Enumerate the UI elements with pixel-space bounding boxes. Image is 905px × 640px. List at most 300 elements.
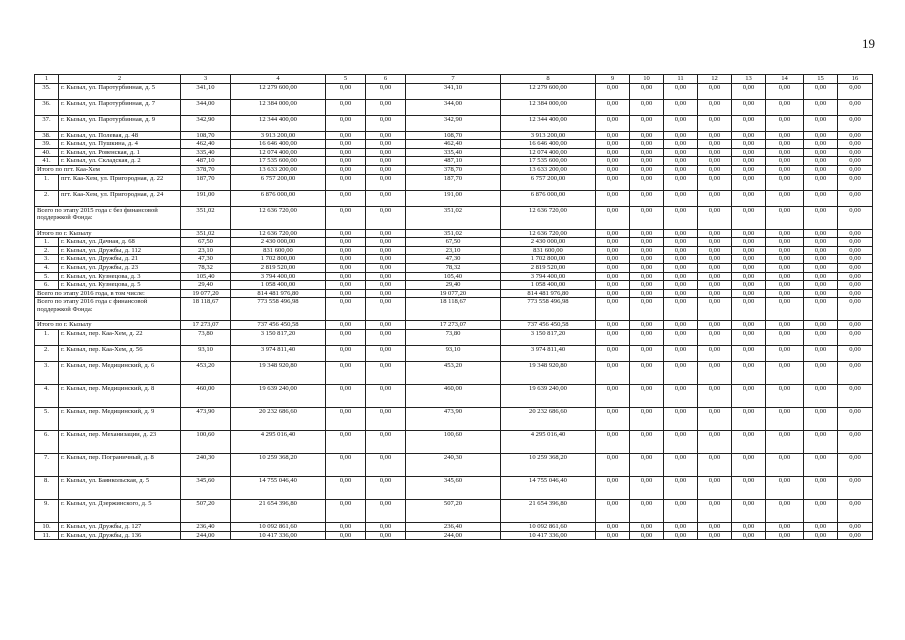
value-cell: 0,00	[596, 83, 630, 99]
value-cell: 0,00	[630, 165, 664, 174]
value-cell: 0,00	[664, 329, 698, 345]
table-row	[35, 174, 873, 190]
column-number-cell: 13	[732, 75, 766, 84]
value-cell: 0,00	[664, 298, 698, 321]
column-number-cell: 6	[366, 75, 406, 84]
summary-label-cell: Итого по г. Кызылу	[35, 321, 181, 330]
value-cell: 831 600,00	[231, 246, 326, 255]
value-cell: 236,40	[181, 522, 231, 531]
value-cell: 10 259 368,20	[501, 453, 596, 476]
value-cell: 0,00	[664, 190, 698, 206]
row-number-cell: 11.	[35, 531, 59, 540]
value-cell: 0,00	[630, 321, 664, 330]
address-cell: г. Кызыл, ул. Полевая, д. 48	[59, 131, 181, 140]
table-row	[35, 263, 873, 272]
value-cell: 18 118,67	[181, 298, 231, 321]
value-cell: 0,00	[766, 298, 804, 321]
column-number-cell: 2	[59, 75, 181, 84]
value-cell: 0,00	[838, 238, 873, 247]
value-cell: 0,00	[698, 263, 732, 272]
address-cell: г. Кызыл, пер. Медицинский, д. 9	[59, 407, 181, 430]
value-cell: 12 279 600,00	[231, 83, 326, 99]
value-cell: 20 232 686,60	[501, 407, 596, 430]
value-cell: 0,00	[664, 115, 698, 131]
value-cell: 0,00	[326, 407, 366, 430]
value-cell: 0,00	[326, 531, 366, 540]
value-cell: 18 118,67	[406, 298, 501, 321]
row-number-cell: 1.	[35, 329, 59, 345]
value-cell: 344,00	[406, 99, 501, 115]
table-row	[35, 148, 873, 157]
value-cell: 0,00	[366, 263, 406, 272]
value-cell: 105,40	[406, 272, 501, 281]
value-cell: 342,90	[181, 115, 231, 131]
address-cell: г. Кызыл, ул. Дружбы, д. 112	[59, 246, 181, 255]
value-cell: 0,00	[766, 430, 804, 453]
value-cell: 0,00	[596, 165, 630, 174]
value-cell: 460,00	[181, 384, 231, 407]
row-number-cell: 8.	[35, 476, 59, 499]
value-cell: 0,00	[804, 289, 838, 298]
value-cell: 240,30	[181, 453, 231, 476]
address-cell: г. Кызыл, ул. Дружбы, д. 23	[59, 263, 181, 272]
value-cell: 93,10	[181, 345, 231, 361]
value-cell: 0,00	[732, 430, 766, 453]
value-cell: 12 636 720,00	[231, 206, 326, 229]
value-cell: 0,00	[804, 115, 838, 131]
value-cell: 0,00	[732, 531, 766, 540]
value-cell: 0,00	[838, 115, 873, 131]
value-cell: 737 456 450,58	[231, 321, 326, 330]
value-cell: 0,00	[664, 499, 698, 522]
value-cell: 0,00	[732, 263, 766, 272]
value-cell: 0,00	[838, 531, 873, 540]
value-cell: 0,00	[366, 522, 406, 531]
value-cell: 0,00	[630, 531, 664, 540]
value-cell: 12 074 400,00	[231, 148, 326, 157]
value-cell: 0,00	[630, 148, 664, 157]
table-row	[35, 272, 873, 281]
value-cell: 78,32	[181, 263, 231, 272]
value-cell: 0,00	[732, 99, 766, 115]
value-cell: 0,00	[766, 361, 804, 384]
value-cell: 0,00	[804, 157, 838, 166]
value-cell: 0,00	[804, 281, 838, 290]
value-cell: 19 639 240,00	[231, 384, 326, 407]
value-cell: 0,00	[804, 476, 838, 499]
value-cell: 0,00	[766, 115, 804, 131]
table-row	[35, 131, 873, 140]
row-number-cell: 9.	[35, 499, 59, 522]
value-cell: 0,00	[596, 453, 630, 476]
value-cell: 0,00	[326, 140, 366, 149]
value-cell: 2 430 000,00	[231, 238, 326, 247]
column-number-cell: 4	[231, 75, 326, 84]
value-cell: 0,00	[732, 298, 766, 321]
column-number-cell: 16	[838, 75, 873, 84]
value-cell: 0,00	[326, 246, 366, 255]
value-cell: 344,00	[181, 99, 231, 115]
address-cell: пгт. Каа-Хем, ул. Пригородная, д. 22	[59, 174, 181, 190]
value-cell: 0,00	[630, 345, 664, 361]
value-cell: 0,00	[698, 157, 732, 166]
value-cell: 831 600,00	[501, 246, 596, 255]
value-cell: 0,00	[804, 499, 838, 522]
value-cell: 0,00	[766, 321, 804, 330]
value-cell: 0,00	[664, 206, 698, 229]
value-cell: 0,00	[366, 229, 406, 238]
summary-label-cell: Итого по г. Кызылу	[35, 229, 181, 238]
value-cell: 23,10	[406, 246, 501, 255]
row-number-cell: 1.	[35, 174, 59, 190]
value-cell: 0,00	[766, 255, 804, 264]
value-cell: 0,00	[732, 238, 766, 247]
value-cell: 0,00	[766, 206, 804, 229]
value-cell: 0,00	[804, 165, 838, 174]
value-cell: 0,00	[366, 384, 406, 407]
value-cell: 0,00	[804, 206, 838, 229]
value-cell: 0,00	[630, 174, 664, 190]
value-cell: 0,00	[732, 321, 766, 330]
value-cell: 236,40	[406, 522, 501, 531]
value-cell: 19 348 920,80	[501, 361, 596, 384]
value-cell: 3 794 400,00	[501, 272, 596, 281]
page-number: 19	[862, 36, 875, 51]
address-cell: г. Кызыл, ул. Пушкина, д. 4	[59, 140, 181, 149]
value-cell: 0,00	[596, 384, 630, 407]
row-number-cell: 2.	[35, 190, 59, 206]
value-cell: 473,90	[406, 407, 501, 430]
value-cell: 0,00	[596, 329, 630, 345]
value-cell: 0,00	[838, 272, 873, 281]
table-row	[35, 476, 873, 499]
value-cell: 10 092 861,60	[501, 522, 596, 531]
value-cell: 0,00	[630, 430, 664, 453]
table-row	[35, 115, 873, 131]
value-cell: 0,00	[596, 174, 630, 190]
value-cell: 0,00	[766, 174, 804, 190]
value-cell: 19 639 240,00	[501, 384, 596, 407]
value-cell: 0,00	[804, 255, 838, 264]
value-cell: 0,00	[732, 384, 766, 407]
value-cell: 0,00	[596, 157, 630, 166]
value-cell: 0,00	[366, 99, 406, 115]
value-cell: 0,00	[804, 384, 838, 407]
value-cell: 0,00	[366, 131, 406, 140]
table-summary-row	[35, 321, 873, 330]
value-cell: 3 794 400,00	[231, 272, 326, 281]
value-cell: 17 535 600,00	[501, 157, 596, 166]
value-cell: 0,00	[732, 345, 766, 361]
row-number-cell: 38.	[35, 131, 59, 140]
value-cell: 0,00	[664, 165, 698, 174]
value-cell: 0,00	[596, 99, 630, 115]
value-cell: 0,00	[326, 321, 366, 330]
value-cell: 0,00	[630, 281, 664, 290]
value-cell: 0,00	[804, 99, 838, 115]
value-cell: 0,00	[596, 321, 630, 330]
value-cell: 335,40	[181, 148, 231, 157]
row-number-cell: 10.	[35, 522, 59, 531]
value-cell: 14 755 046,40	[501, 476, 596, 499]
row-number-cell: 37.	[35, 115, 59, 131]
value-cell: 0,00	[630, 157, 664, 166]
value-cell: 0,00	[766, 289, 804, 298]
value-cell: 0,00	[664, 140, 698, 149]
value-cell: 0,00	[630, 272, 664, 281]
value-cell: 0,00	[596, 272, 630, 281]
value-cell: 19 077,20	[406, 289, 501, 298]
value-cell: 0,00	[630, 407, 664, 430]
value-cell: 0,00	[698, 148, 732, 157]
address-cell: пгт. Каа-Хем, ул. Пригородная, д. 24	[59, 190, 181, 206]
value-cell: 345,60	[406, 476, 501, 499]
value-cell: 0,00	[366, 238, 406, 247]
value-cell: 0,00	[366, 289, 406, 298]
value-cell: 0,00	[630, 238, 664, 247]
value-cell: 0,00	[326, 157, 366, 166]
value-cell: 0,00	[732, 329, 766, 345]
value-cell: 0,00	[838, 430, 873, 453]
value-cell: 0,00	[366, 165, 406, 174]
value-cell: 0,00	[766, 83, 804, 99]
table-row	[35, 522, 873, 531]
value-cell: 507,20	[406, 499, 501, 522]
value-cell: 0,00	[804, 140, 838, 149]
value-cell: 0,00	[698, 321, 732, 330]
value-cell: 16 646 400,00	[231, 140, 326, 149]
value-cell: 14 755 046,40	[231, 476, 326, 499]
value-cell: 0,00	[838, 229, 873, 238]
table-row	[35, 238, 873, 247]
value-cell: 0,00	[732, 131, 766, 140]
value-cell: 0,00	[732, 148, 766, 157]
value-cell: 0,00	[664, 83, 698, 99]
value-cell: 0,00	[804, 430, 838, 453]
address-cell: г. Кызыл, пер. Механизации, д. 23	[59, 430, 181, 453]
address-cell: г. Кызыл, ул. Паротурбинная, д. 7	[59, 99, 181, 115]
column-number-cell: 3	[181, 75, 231, 84]
value-cell: 460,00	[406, 384, 501, 407]
value-cell: 0,00	[766, 131, 804, 140]
value-cell: 0,00	[366, 281, 406, 290]
value-cell: 0,00	[804, 263, 838, 272]
value-cell: 0,00	[630, 131, 664, 140]
value-cell: 19 077,20	[181, 289, 231, 298]
column-number-cell: 10	[630, 75, 664, 84]
value-cell: 0,00	[596, 361, 630, 384]
value-cell: 191,00	[406, 190, 501, 206]
table-summary-row	[35, 206, 873, 229]
value-cell: 0,00	[766, 148, 804, 157]
value-cell: 191,00	[181, 190, 231, 206]
value-cell: 0,00	[766, 246, 804, 255]
value-cell: 0,00	[596, 229, 630, 238]
value-cell: 0,00	[630, 246, 664, 255]
value-cell: 0,00	[766, 384, 804, 407]
value-cell: 12 279 600,00	[501, 83, 596, 99]
value-cell: 462,40	[181, 140, 231, 149]
value-cell: 0,00	[326, 272, 366, 281]
value-cell: 47,30	[181, 255, 231, 264]
value-cell: 0,00	[838, 148, 873, 157]
value-cell: 0,00	[664, 281, 698, 290]
value-cell: 2 430 000,00	[501, 238, 596, 247]
value-cell: 0,00	[630, 289, 664, 298]
value-cell: 814 481 976,80	[501, 289, 596, 298]
value-cell: 0,00	[596, 131, 630, 140]
value-cell: 0,00	[732, 165, 766, 174]
value-cell: 0,00	[838, 361, 873, 384]
value-cell: 0,00	[664, 148, 698, 157]
value-cell: 0,00	[326, 384, 366, 407]
value-cell: 19 348 920,80	[231, 361, 326, 384]
value-cell: 105,40	[181, 272, 231, 281]
value-cell: 0,00	[732, 190, 766, 206]
value-cell: 0,00	[838, 140, 873, 149]
address-cell: г. Кызыл, пер. Пограничный, д. 8	[59, 453, 181, 476]
row-number-cell: 39.	[35, 140, 59, 149]
value-cell: 1 058 400,00	[231, 281, 326, 290]
value-cell: 0,00	[698, 246, 732, 255]
value-cell: 0,00	[326, 190, 366, 206]
value-cell: 108,70	[181, 131, 231, 140]
value-cell: 0,00	[804, 298, 838, 321]
value-cell: 0,00	[664, 272, 698, 281]
table-summary-row	[35, 165, 873, 174]
value-cell: 0,00	[326, 522, 366, 531]
value-cell: 0,00	[732, 115, 766, 131]
value-cell: 0,00	[732, 407, 766, 430]
value-cell: 0,00	[732, 522, 766, 531]
value-cell: 0,00	[766, 453, 804, 476]
value-cell: 0,00	[766, 281, 804, 290]
value-cell: 0,00	[698, 131, 732, 140]
column-number-cell: 5	[326, 75, 366, 84]
value-cell: 0,00	[804, 131, 838, 140]
value-cell: 0,00	[326, 345, 366, 361]
value-cell: 0,00	[630, 499, 664, 522]
value-cell: 0,00	[596, 430, 630, 453]
value-cell: 0,00	[366, 361, 406, 384]
row-number-cell: 6.	[35, 281, 59, 290]
summary-label-cell: Всего по этапу 2015 года с без финансовой поддержкой Фонда:	[35, 206, 181, 229]
value-cell: 0,00	[630, 255, 664, 264]
value-cell: 0,00	[630, 206, 664, 229]
value-cell: 0,00	[366, 157, 406, 166]
address-cell: г. Кызыл, пер. Каа-Хем, д. 22	[59, 329, 181, 345]
value-cell: 0,00	[698, 384, 732, 407]
value-cell: 0,00	[766, 272, 804, 281]
table-row	[35, 83, 873, 99]
value-cell: 0,00	[698, 476, 732, 499]
table-row	[35, 499, 873, 522]
address-cell: г. Кызыл, ул. Кузнецова, д. 5	[59, 281, 181, 290]
value-cell: 0,00	[664, 229, 698, 238]
row-number-cell: 1.	[35, 238, 59, 247]
value-cell: 0,00	[732, 453, 766, 476]
value-cell: 0,00	[698, 190, 732, 206]
value-cell: 0,00	[664, 174, 698, 190]
value-cell: 378,70	[181, 165, 231, 174]
value-cell: 0,00	[838, 246, 873, 255]
value-cell: 0,00	[664, 453, 698, 476]
value-cell: 0,00	[838, 329, 873, 345]
row-number-cell: 2.	[35, 345, 59, 361]
row-number-cell: 3.	[35, 255, 59, 264]
value-cell: 0,00	[366, 190, 406, 206]
value-cell: 0,00	[838, 499, 873, 522]
value-cell: 0,00	[596, 238, 630, 247]
value-cell: 0,00	[698, 430, 732, 453]
value-cell: 0,00	[698, 206, 732, 229]
value-cell: 0,00	[698, 453, 732, 476]
value-cell: 0,00	[326, 329, 366, 345]
address-cell: г. Кызыл, ул. Дачная, д. 68	[59, 238, 181, 247]
value-cell: 0,00	[664, 476, 698, 499]
value-cell: 0,00	[326, 281, 366, 290]
value-cell: 1 702 800,00	[231, 255, 326, 264]
value-cell: 0,00	[630, 361, 664, 384]
value-cell: 3 974 811,40	[501, 345, 596, 361]
value-cell: 0,00	[838, 174, 873, 190]
value-cell: 0,00	[366, 321, 406, 330]
value-cell: 0,00	[366, 298, 406, 321]
value-cell: 0,00	[766, 229, 804, 238]
value-cell: 0,00	[596, 281, 630, 290]
value-cell: 0,00	[326, 289, 366, 298]
value-cell: 0,00	[366, 148, 406, 157]
value-cell: 462,40	[406, 140, 501, 149]
value-cell: 0,00	[326, 263, 366, 272]
value-cell: 0,00	[698, 407, 732, 430]
address-cell: г. Кызыл, ул. Кузнецова, д. 3	[59, 272, 181, 281]
row-number-cell: 5.	[35, 272, 59, 281]
value-cell: 0,00	[664, 246, 698, 255]
value-cell: 0,00	[698, 229, 732, 238]
value-cell: 0,00	[698, 174, 732, 190]
value-cell: 6 876 000,00	[231, 190, 326, 206]
value-cell: 244,00	[406, 531, 501, 540]
value-cell: 0,00	[630, 190, 664, 206]
value-cell: 0,00	[804, 531, 838, 540]
address-cell: г. Кызыл, ул. Баянкольская, д. 5	[59, 476, 181, 499]
row-number-cell: 7.	[35, 453, 59, 476]
value-cell: 0,00	[366, 272, 406, 281]
value-cell: 0,00	[766, 263, 804, 272]
row-number-cell: 4.	[35, 384, 59, 407]
row-number-cell: 3.	[35, 361, 59, 384]
table-body	[35, 75, 873, 540]
value-cell: 12 636 720,00	[231, 229, 326, 238]
value-cell: 6 876 000,00	[501, 190, 596, 206]
value-cell: 187,70	[406, 174, 501, 190]
value-cell: 507,20	[181, 499, 231, 522]
value-cell: 0,00	[664, 99, 698, 115]
value-cell: 100,60	[181, 430, 231, 453]
value-cell: 0,00	[366, 453, 406, 476]
value-cell: 0,00	[766, 476, 804, 499]
value-cell: 0,00	[732, 255, 766, 264]
value-cell: 0,00	[804, 229, 838, 238]
value-cell: 341,10	[181, 83, 231, 99]
value-cell: 21 654 396,80	[231, 499, 326, 522]
value-cell: 0,00	[698, 140, 732, 149]
value-cell: 0,00	[596, 115, 630, 131]
value-cell: 3 150 817,20	[501, 329, 596, 345]
value-cell: 1 058 400,00	[501, 281, 596, 290]
value-cell: 3 913 200,00	[501, 131, 596, 140]
